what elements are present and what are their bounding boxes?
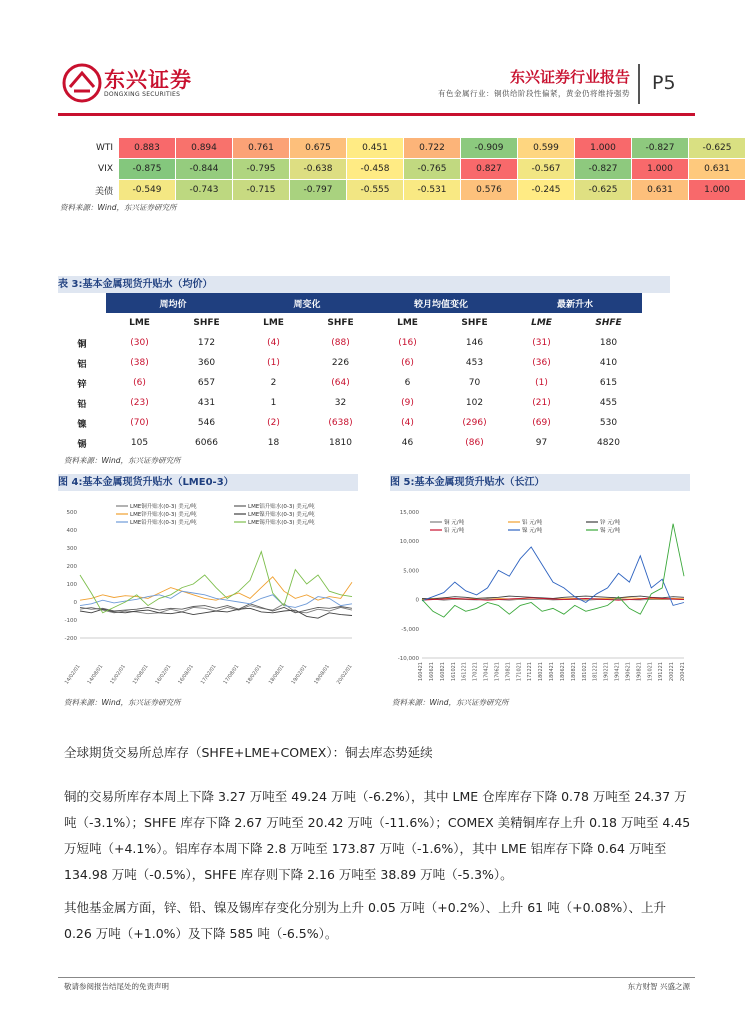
y-tick-label: 5,000 (403, 568, 419, 575)
table-cell: 46 (401, 438, 414, 448)
x-tick-label: 17/02/01 (199, 663, 218, 686)
y-tick-label: 300 (66, 546, 77, 552)
y-tick-label: 200 (66, 564, 77, 570)
x-tick-label: 20/02/01 (335, 663, 354, 686)
table-row (58, 393, 642, 413)
corr-cell: 0.631 (689, 159, 746, 180)
corr-cell: 0.894 (176, 138, 233, 159)
correlation-table (58, 137, 746, 201)
corr-cell: 1.000 (632, 159, 689, 180)
x-tick-label: 19/08/01 (313, 663, 331, 686)
x-tick-label: 181221 (592, 662, 599, 682)
corr-cell: -0.765 (404, 159, 461, 180)
logo-english: DONGXING SECURITIES (104, 91, 181, 98)
corr-cell: 0.761 (233, 138, 290, 159)
group-header: 周均价 (106, 293, 240, 313)
x-tick-label: 180221 (538, 662, 545, 682)
x-tick-label: 160821 (439, 662, 446, 682)
logo-icon (62, 63, 102, 103)
legend-label: 铅 元/吨 (444, 528, 465, 534)
x-tick-label: 170221 (472, 662, 479, 682)
sub-header: SHFE (327, 318, 354, 328)
corr-cell: -0.909 (461, 138, 518, 159)
table-cell: (16) (398, 338, 417, 348)
y-tick-label: 15,000 (399, 510, 419, 516)
table-cell: (1) (535, 378, 548, 388)
table-row (58, 413, 642, 433)
metal-label: 铜 (77, 339, 87, 350)
corr-cell: 0.722 (404, 138, 461, 159)
footer-disclaimer: 敬请参阅报告结尾处的免责声明 (64, 982, 169, 991)
legend-label: 铜 元/吨 (444, 520, 465, 526)
table-cell: 410 (599, 358, 618, 368)
fig4-source: 资料来源：Wind，东兴证券研究所 (64, 698, 181, 707)
table-cell: 32 (334, 398, 347, 408)
table-cell: 6066 (195, 438, 218, 448)
corr-cell: -0.875 (119, 159, 176, 180)
legend-label: 锡 元/吨 (600, 528, 621, 534)
table-cell: (4) (267, 338, 280, 348)
corr-cell: 1.000 (575, 138, 632, 159)
table-cell: (38) (130, 358, 149, 368)
x-tick-label: 160621 (428, 662, 435, 682)
table-cell: (88) (331, 338, 350, 348)
corr-cell: -0.625 (575, 180, 632, 201)
table3 (58, 293, 642, 453)
table-cell: 146 (465, 338, 484, 348)
table-row (58, 353, 642, 373)
sub-header: SHFE (595, 318, 622, 328)
group-header: 较月均值变化 (374, 293, 508, 313)
y-tick-label: -200 (64, 636, 77, 642)
corr-cell: -0.567 (518, 159, 575, 180)
table-cell: 1810 (329, 438, 352, 448)
legend-label: LME锡升贴水(0-3) 美元/吨 (248, 520, 315, 526)
corr-row (58, 159, 746, 180)
x-tick-label: 161021 (450, 662, 457, 682)
x-tick-label: 14/02/01 (63, 663, 82, 686)
corr-row-label: 美债 (94, 186, 113, 197)
x-tick-label: 15/02/01 (109, 663, 127, 686)
table-cell: 102 (465, 398, 484, 408)
group-header: 周变化 (240, 293, 374, 313)
series-line (80, 552, 352, 613)
corr-cell: -0.827 (632, 138, 689, 159)
legend-label: 铝 元/吨 (522, 520, 543, 526)
table-cell: 455 (599, 398, 618, 408)
table-cell: (4) (401, 418, 414, 428)
sub-header: SHFE (461, 318, 488, 328)
x-tick-label: 18/02/01 (245, 663, 263, 686)
table-cell: 18 (267, 438, 280, 448)
legend-label: LME铅升贴水(0-3) 美元/吨 (130, 520, 197, 526)
y-tick-label: -5,000 (401, 626, 419, 633)
fig5-chart (390, 498, 690, 688)
legend-label: LME铝升贴水(0-3) 美元/吨 (248, 504, 315, 510)
fig5-title: 图 5:基本金属现货升贴水（长江） (390, 474, 690, 491)
y-tick-label: -100 (64, 618, 77, 624)
x-tick-label: 190621 (625, 662, 632, 682)
sub-header: LME (129, 318, 150, 328)
y-tick-label: 0 (73, 600, 77, 606)
group-header: 最新升水 (508, 293, 642, 313)
corr-row-label: VIX (98, 164, 113, 174)
metal-label: 镍 (77, 419, 87, 430)
corr-cell: -0.795 (233, 159, 290, 180)
x-tick-label: 191221 (658, 662, 665, 682)
x-tick-label: 17/08/01 (222, 663, 241, 686)
legend-label: 锌 元/吨 (600, 520, 621, 526)
table-cell: 70 (468, 378, 481, 388)
paragraph: 铜的交易所库存本周上下降 3.27 万吨至 49.24 万吨（-6.2%），其中 LME 仓库库存下降 0.78 万吨至 24.37 万吨（-3.1%）；SHFE 库存下降 2.67 万吨至 20.42 万吨（-11.6%）；COMEX 美精铜库存上升 0.18 万吨至 4.45 万短吨（+4.1%）。铝库存本周下降 2.8 万吨至 173.87 万吨（-1.6%），其中 LME 铝库存下降 0.64 万吨至 134.98 万吨（-0.5%），SHFE 库存则下降 2.16 万吨至 38.89 万吨（-5.3%）。 (64, 789, 691, 882)
corr-row (58, 138, 746, 159)
corr-cell: 0.451 (347, 138, 404, 159)
table-cell: (638) (328, 418, 353, 428)
sub-header: SHFE (193, 318, 220, 328)
x-tick-label: 16/02/01 (154, 663, 173, 686)
table-cell: 6 (404, 378, 411, 388)
series-line (80, 591, 352, 607)
header-divider (638, 64, 640, 104)
table-cell: 546 (197, 418, 216, 428)
corr-cell: -0.715 (233, 180, 290, 201)
x-tick-label: 181021 (581, 662, 588, 682)
series-line (80, 608, 352, 618)
table-cell: 615 (599, 378, 618, 388)
x-tick-label: 18/08/01 (267, 663, 286, 686)
x-tick-label: 191021 (647, 662, 654, 682)
table-cell: (21) (532, 398, 551, 408)
table-cell: (23) (130, 398, 149, 408)
x-tick-label: 171221 (527, 662, 534, 682)
table-cell: 105 (130, 438, 149, 448)
x-tick-label: 180421 (549, 662, 555, 682)
corr-row-label: WTI (95, 143, 113, 153)
table-cell: 172 (197, 338, 216, 348)
paragraph: 其他基金属方面，锌、铅、镍及锡库存变化分别为上升 0.05 万吨（+0.2%）、上升 61 吨（+0.08%）、上升 0.26 万吨（+1.0%）及下降 585 吨（-6.5%）。 (64, 900, 667, 941)
sub-header: LME (263, 318, 284, 328)
table-cell: (2) (267, 418, 280, 428)
y-tick-label: 100 (66, 582, 77, 588)
table-cell: (70) (130, 418, 149, 428)
x-tick-label: 170421 (483, 662, 490, 682)
table-cell: 530 (599, 418, 618, 428)
y-tick-label: 500 (66, 510, 77, 516)
y-tick-label: -10,000 (397, 656, 419, 662)
metal-label: 锌 (77, 379, 87, 390)
legend-label: LME锌升贴水(0-3) 美元/吨 (130, 512, 197, 518)
legend-label: 镍 元/吨 (522, 528, 543, 534)
corr-cell: -0.458 (347, 159, 404, 180)
table-cell: 1 (270, 398, 277, 408)
corr-cell: 1.000 (689, 180, 746, 201)
corr-cell: -0.531 (404, 180, 461, 201)
table-row (58, 433, 642, 453)
footer-slogan: 东方财智 兴盛之源 (627, 982, 690, 991)
metal-label: 铝 (77, 359, 87, 370)
table-cell: (31) (532, 338, 551, 348)
table-cell: 360 (197, 358, 216, 368)
fig5-source: 资料来源：Wind，东兴证券研究所 (392, 698, 509, 707)
corr-cell: 0.599 (518, 138, 575, 159)
corr-cell: 0.675 (290, 138, 347, 159)
table-cell: (86) (465, 438, 484, 448)
x-tick-label: 200221 (669, 662, 676, 682)
corr-cell: 0.883 (119, 138, 176, 159)
logo-text: 东兴证券 (104, 68, 192, 92)
corr-cell: -0.549 (119, 180, 176, 201)
corr-cell: -0.827 (575, 159, 632, 180)
table-cell: (30) (130, 338, 149, 348)
x-tick-label: 161221 (461, 662, 468, 682)
corr-cell: -0.844 (176, 159, 233, 180)
footer-rule (58, 977, 695, 978)
table-cell: 431 (197, 398, 216, 408)
table-row (58, 373, 642, 393)
fig4-chart (58, 498, 358, 688)
y-tick-label: 0 (415, 597, 419, 604)
x-tick-label: 15/08/01 (131, 663, 150, 686)
corr-cell: -0.797 (290, 180, 347, 201)
x-tick-label: 14/08/01 (86, 663, 105, 686)
table-cell: (6) (401, 358, 414, 368)
x-tick-label: 190421 (614, 662, 621, 682)
corr-row (58, 180, 746, 201)
x-tick-label: 180621 (559, 662, 566, 682)
table-cell: (6) (133, 378, 146, 388)
section-heading: 全球期货交易所总库存（SHFE+LME+COMEX）：铜去库态势延续 (64, 745, 433, 760)
corr-cell: -0.555 (347, 180, 404, 201)
table-cell: 226 (331, 358, 350, 368)
corr-source: 资料来源：Wind，东兴证券研究所 (60, 203, 177, 212)
fig4-title: 图 4:基本金属现货升贴水（LME0-3） (58, 474, 358, 491)
table-cell: (296) (462, 418, 487, 428)
table-row (58, 333, 642, 353)
x-tick-label: 190821 (636, 662, 643, 682)
metal-label: 铅 (77, 399, 87, 410)
corr-cell: -0.638 (290, 159, 347, 180)
table-cell: (36) (532, 358, 551, 368)
table-cell: 180 (599, 338, 618, 348)
corr-cell: -0.743 (176, 180, 233, 201)
table-cell: 657 (197, 378, 216, 388)
x-tick-label: 171021 (516, 662, 523, 682)
table-cell: (9) (401, 398, 414, 408)
x-tick-label: 180821 (570, 662, 577, 682)
corr-cell: 0.827 (461, 159, 518, 180)
sub-header: LME (531, 318, 552, 328)
table-cell: 2 (270, 378, 277, 388)
y-tick-label: 400 (66, 528, 77, 534)
x-tick-label: 160421 (418, 662, 424, 682)
x-tick-label: 200421 (680, 662, 686, 682)
corr-cell: 0.631 (632, 180, 689, 201)
report-title: 东兴证券行业报告 (509, 68, 630, 86)
legend-label: LME镍升贴水(0-3) 美元/吨 (248, 512, 315, 518)
table-cell: 4820 (597, 438, 620, 448)
metal-label: 锡 (77, 439, 87, 450)
table-cell: (1) (267, 358, 280, 368)
table-cell: 97 (535, 438, 548, 448)
x-tick-label: 170621 (494, 662, 501, 682)
header-rule (58, 113, 695, 116)
x-tick-label: 16/08/01 (177, 663, 195, 686)
table3-title: 表 3:基本金属现货升贴水（均价） (58, 276, 670, 293)
legend-label: LME铜升贴水(0-3) 美元/吨 (130, 504, 197, 510)
page-number: P5 (652, 72, 676, 94)
x-tick-label: 19/02/01 (290, 663, 309, 686)
x-tick-label: 170821 (505, 662, 512, 682)
table-cell: 453 (465, 358, 484, 368)
table-cell: (69) (532, 418, 551, 428)
corr-cell: -0.625 (689, 138, 746, 159)
corr-cell: 0.576 (461, 180, 518, 201)
corr-cell: -0.245 (518, 180, 575, 201)
table3-source: 资料来源：Wind，东兴证券研究所 (64, 456, 181, 465)
sub-header: LME (397, 318, 418, 328)
series-line (422, 524, 684, 617)
x-tick-label: 190221 (603, 662, 610, 682)
y-tick-label: 10,000 (399, 539, 419, 546)
report-subtitle: 有色金属行业：铜供给阶段性偏紧，黄金仍将维持强势 (438, 89, 630, 98)
table-cell: (64) (331, 378, 350, 388)
